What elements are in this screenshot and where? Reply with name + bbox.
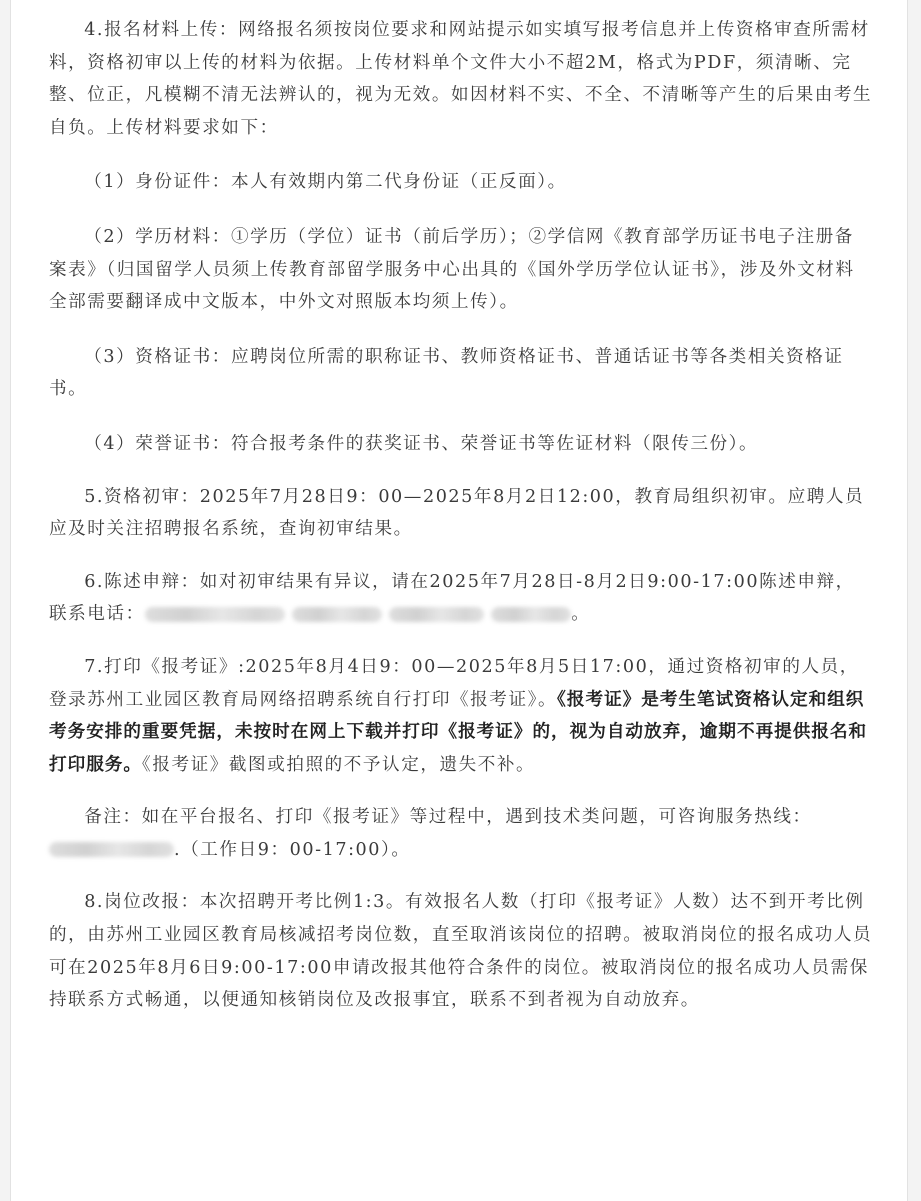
redacted-phone	[491, 607, 571, 622]
item-4-heading: 4.报名材料上传：	[84, 20, 239, 40]
redacted-phone	[145, 607, 285, 622]
requirement-qualification: （3）资格证书：应聘岗位所需的职称证书、教师资格证书、普通话证书等各类相关资格证书。	[49, 346, 844, 400]
item-4-text: 网络报名须按岗位要求和网站提示如实填写报考信息并上传资格审查所需材料，资格初审以上传的材料为依据。上传材料单个文件大小不超2M，格式为PDF，须清晰、完整、位正，凡模糊不清无法辨认的，视为无效。如因材料不实、不全、不清晰等产生的后果由考生自负。上传材料要求如下：	[49, 20, 873, 138]
paragraph-item-8: 8.岗位改报：本次招聘开考比例1:3。有效报名人数（打印《报考证》人数）达不到开考比例的，由苏州工业园区教育局核减招考岗位数，直至取消该岗位的招聘。被取消岗位的报名成功人员可在2025年8月6日9:00-17:00申请改报其他符合条件的岗位。被取消岗位的报名成功人员需保持联系方式畅通，以便通知核销岗位及改报事宜，联系不到者视为自动放弃。	[49, 892, 873, 1011]
paragraph-item-7	[49, 651, 873, 781]
item-7-bold: 《报考证》是考生笔试资格认定和组织考务安排的重要凭据，未按时在网上下载并打印《报考证》的，视为自动放弃，逾期不再提供报名和打印服务。	[49, 689, 868, 775]
paragraph-item-5: 5.资格初审：2025年7月28日9：00—2025年8月2日12:00，教育局组织初审。应聘人员应及时关注招聘报名系统，查询初审结果。	[49, 486, 865, 540]
requirement-education: （2）学历材料：①学历（学位）证书（前后学历）；②学信网《教育部学历证书电子注册备案表》（归国留学人员须上传教育部留学服务中心出具的《国外学历学位认证书》，涉及外文材料全部需要翻译成中文版本，中外文对照版本均须上传）。	[49, 226, 855, 313]
article-body	[10, 0, 908, 1201]
paragraph-item-6	[49, 566, 873, 631]
paragraph-item-4	[49, 14, 873, 144]
item-7-part2: 《报考证》截图或拍照的不予认定，遗失不补。	[141, 754, 536, 775]
requirement-id-card: （1）身份证件：本人有效期内第二代身份证（正反面）。	[84, 172, 567, 193]
note-tail: .（工作日9：00-17:00）。	[174, 839, 411, 860]
redacted-phone	[292, 607, 382, 622]
redacted-hotline	[49, 842, 174, 857]
item-6-end: 。	[571, 604, 591, 625]
item-6-text: 6.陈述申辩：如对初审结果有异议，请在2025年7月28日-8月2日9:00-17:00陈述申辩，联系电话：	[49, 571, 855, 625]
note-text: 备注：如在平台报名、打印《报考证》等过程中，遇到技术类问题，可咨询服务热线：	[84, 807, 812, 828]
item-7-part1: 7.打印《报考证》:2025年8月4日9：00—2025年8月5日17:00，通过资格初审的人员，登录苏州工业园区教育局网络招聘系统自行打印《报考证》。	[49, 656, 859, 710]
paragraph-note	[49, 801, 873, 866]
redacted-phone	[389, 607, 484, 622]
requirement-honor: （4）荣誉证书：符合报考条件的获奖证书、荣誉证书等佐证材料（限传三份）。	[84, 433, 759, 454]
